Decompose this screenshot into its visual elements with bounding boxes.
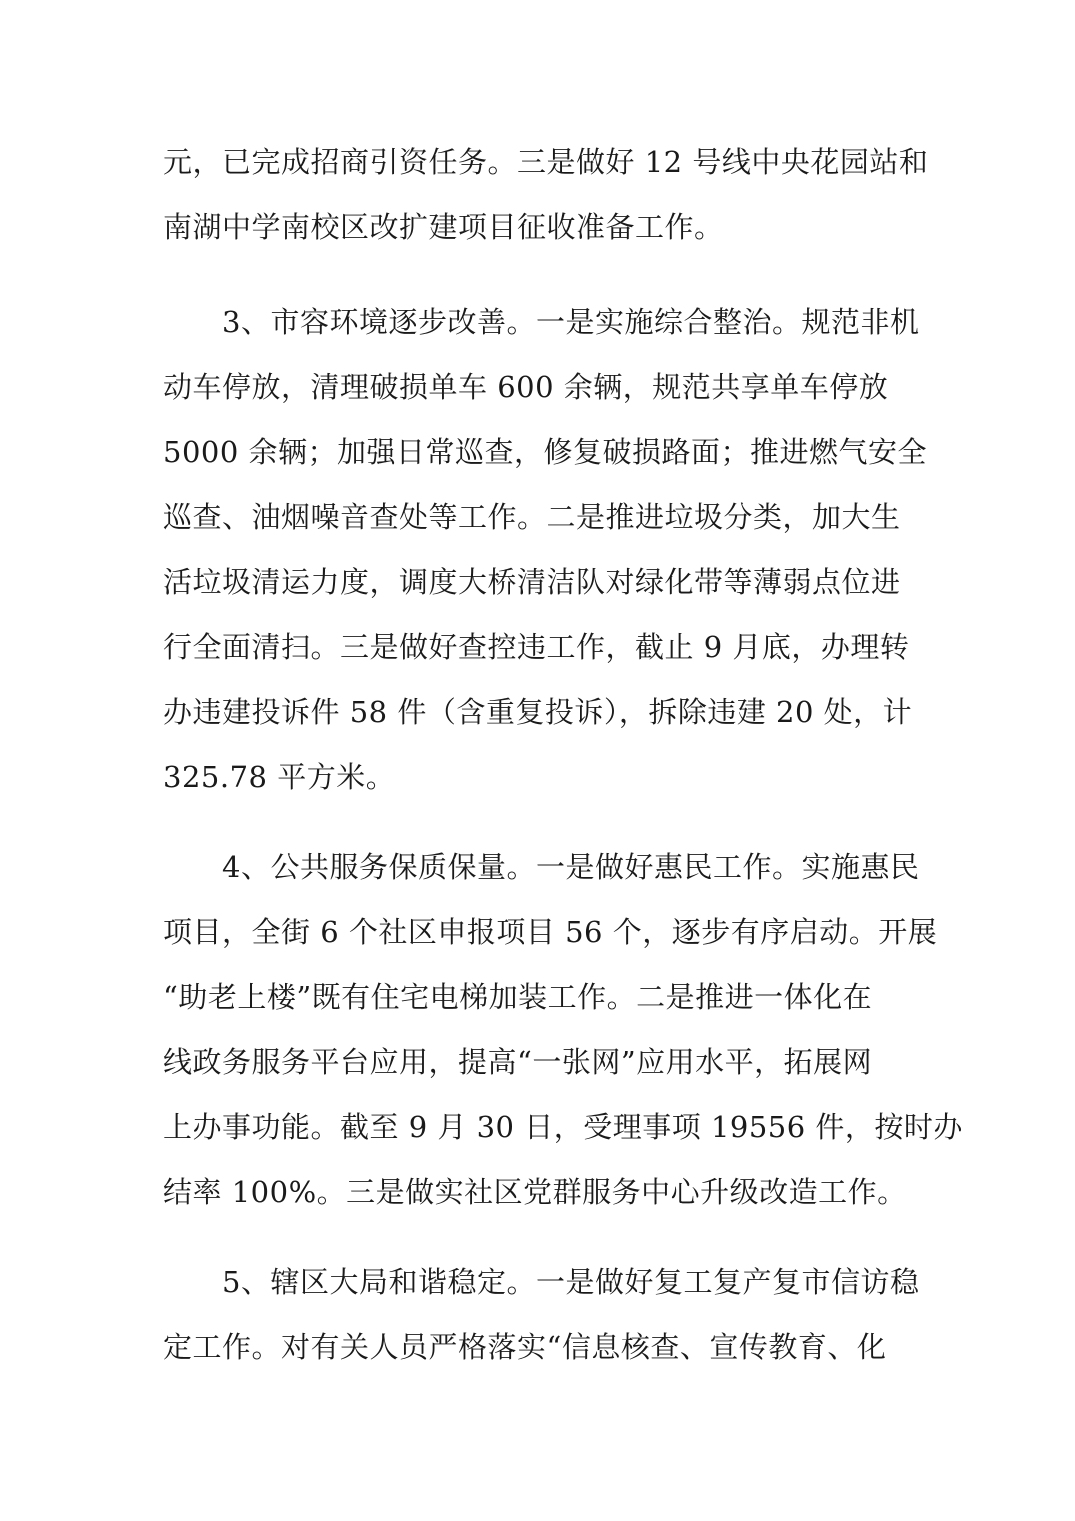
text-line: 3、市容环境逐步改善。一是实施综合整治。规范非机 (163, 305, 920, 339)
text-line: 巡查、油烟噪音查处等工作。二是推进垃圾分类，加大生 (163, 500, 901, 534)
paragraph-public-services (163, 835, 963, 1225)
text-line: 办违建投诉件 58 件（含重复投诉），拆除违建 20 处，计 (163, 695, 913, 729)
paragraph-stability (163, 1250, 920, 1380)
text-line: 325.78 平方米。 (163, 760, 396, 794)
text-line: 4、公共服务保质保量。一是做好惠民工作。实施惠民 (163, 850, 920, 884)
text-line: 线政务服务平台应用，提高“一张网”应用水平，拓展网 (163, 1045, 873, 1079)
text-line: 项目，全街 6 个社区申报项目 56 个，逐步有序启动。开展 (163, 915, 938, 949)
text-line: 元，已完成招商引资任务。三是做好 12 号线中央花园站和 (163, 145, 929, 179)
text-line: 5、辖区大局和谐稳定。一是做好复工复产复市信访稳 (163, 1265, 920, 1299)
text-line: “助老上楼”既有住宅电梯加装工作。二是推进一体化在 (163, 980, 873, 1014)
paragraph-city-environment (163, 290, 928, 810)
text-line: 活垃圾清运力度，调度大桥清洁队对绿化带等薄弱点位进 (163, 565, 901, 599)
text-line: 动车停放，清理破损单车 600 余辆，规范共享单车停放 (163, 370, 889, 404)
text-line: 行全面清扫。三是做好查控违工作，截止 9 月底，办理转 (163, 630, 910, 664)
text-line: 5000 余辆；加强日常巡查，修复破损路面；推进燃气安全 (163, 435, 928, 469)
text-line: 南湖中学南校区改扩建项目征收准备工作。 (163, 210, 724, 244)
text-line: 定工作。对有关人员严格落实“信息核查、宣传教育、化 (163, 1330, 887, 1364)
text-line: 结率 100%。三是做实社区党群服务中心升级改造工作。 (163, 1175, 907, 1209)
text-line: 上办事功能。截至 9 月 30 日，受理事项 19556 件，按时办 (163, 1110, 963, 1144)
paragraph-investment-continued (163, 130, 929, 260)
